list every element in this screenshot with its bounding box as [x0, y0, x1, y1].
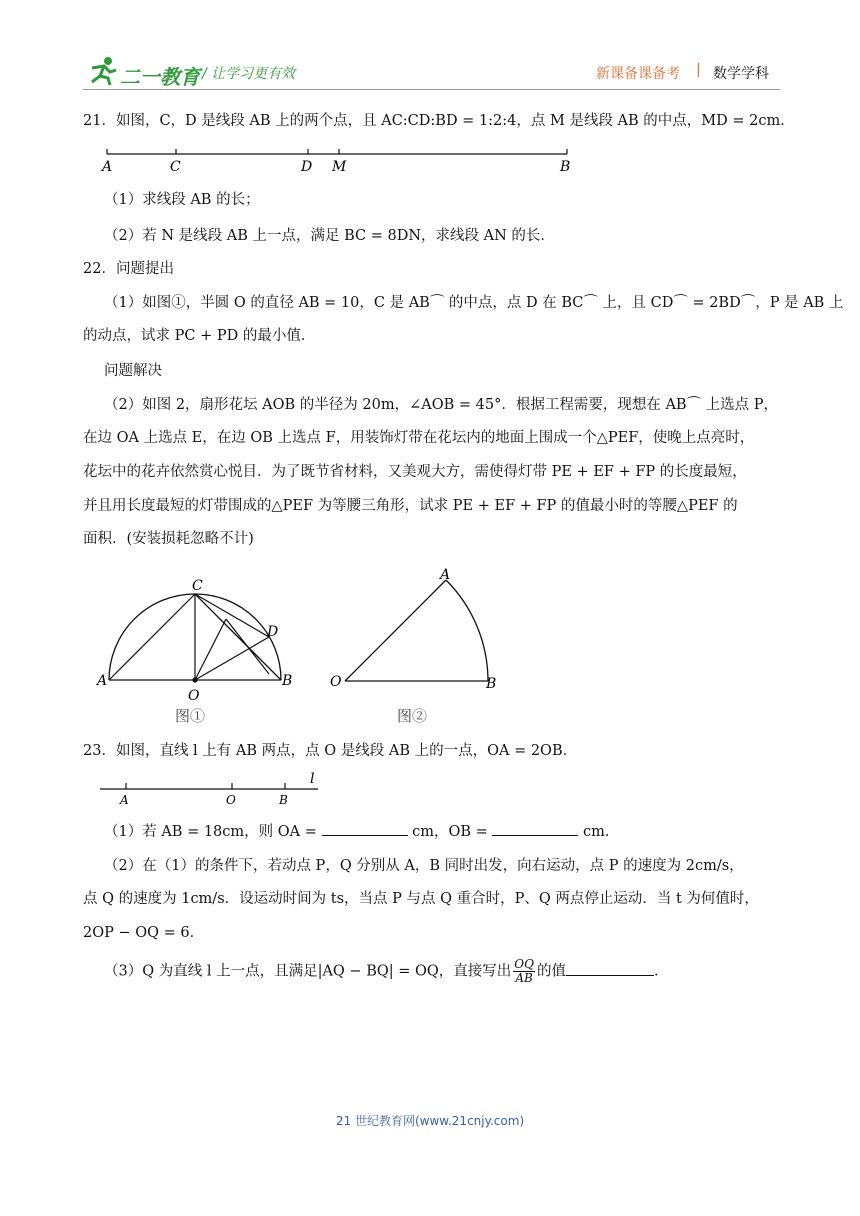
header — [0, 0, 860, 92]
q22-section: 问题解决 — [104, 363, 162, 379]
fig2-label-a: A — [440, 567, 451, 583]
q21-label-m: M — [332, 159, 347, 175]
fig1-label-o: O — [188, 688, 200, 704]
fig1-caption: 图① — [175, 707, 206, 725]
fig2-caption: 图② — [397, 707, 428, 725]
q22-part2-line2: 在边 OA 上选点 E，在边 OB 上选点 F，用装饰灯带在花坛内的地面上围成一个△PEF，使晚上点亮时， — [83, 430, 755, 446]
slogan: / 让学习更有效 — [202, 66, 296, 82]
q22-part1-line1: （1）如图①，半圆 O 的直径 AB = 10，C 是 AB⌒ 的中点，点 D 在 BC⌒ 上，且 CD⌒ = 2BD⌒，P 是 AB 上 — [104, 295, 844, 311]
q21-part1: （1）求线段 AB 的长； — [104, 192, 260, 208]
q23-part2-line1: （2）在（1）的条件下，若动点 P，Q 分别从 A，B 同时出发，向右运动，点 P 的速度为 2cm/s， — [104, 858, 744, 874]
q23-p1-text-c: cm． — [583, 824, 620, 840]
fig2-label-o: O — [330, 674, 342, 690]
header-course: 新课备课备考 — [596, 66, 680, 82]
fig1-label-c: C — [192, 578, 203, 594]
q21-label-c: C — [170, 159, 181, 175]
q23-fraction — [513, 958, 535, 985]
fig2-label-b: B — [486, 676, 497, 692]
header-divider: | — [696, 62, 701, 78]
q23-p1-text-a: （1）若 AB = 18cm，则 OA = — [104, 824, 317, 840]
q23-line-figure — [98, 771, 328, 807]
q23-answer-blank-ob[interactable] — [492, 821, 578, 836]
q22-figure-2 — [325, 562, 510, 726]
q21-label-b: B — [560, 159, 571, 175]
q23-p3-text-a: （3）Q 为直线 l 上一点，且满足|AQ − BQ| = OQ，直接写出 — [104, 963, 512, 980]
q22-part2-line4: 并且用长度最短的灯带围成的△PEF 为等腰三角形，试求 PE + EF + FP 的值最小时的等腰△PEF 的 — [83, 498, 738, 514]
q23-answer-blank-ratio[interactable] — [566, 961, 654, 976]
q23-label-l: l — [310, 771, 315, 787]
runner-logo-icon — [86, 56, 120, 86]
q23-part1 — [104, 821, 619, 842]
q21-label-d: D — [301, 159, 313, 175]
q23-label-o: O — [226, 793, 236, 807]
q22-part2-line3: 花坛中的花卉依然赏心悦目．为了既节省材料，又美观大方，需使得灯带 PE + EF + FP 的长度最短， — [83, 464, 747, 480]
fig1-label-b: B — [282, 673, 293, 689]
header-rule — [83, 89, 780, 90]
q23-fraction-num: OQ — [514, 957, 534, 971]
q23-label-a: A — [120, 793, 129, 807]
q22-figure-1 — [95, 578, 310, 726]
q22-title: 22．问题提出 — [83, 261, 174, 277]
q23-part3 — [104, 958, 668, 988]
q21-stem: 21．如图，C，D 是线段 AB 上的两个点，且 AC:CD:BD = 1:2:4，点 M 是线段 AB 的中点，MD = 2cm． — [83, 113, 795, 129]
q23-answer-blank-oa[interactable] — [322, 821, 408, 836]
q21-segment-figure — [98, 148, 578, 180]
q23-p1-text-b: cm，OB = — [412, 824, 488, 840]
q22-part2-line1: （2）如图 2，扇形花坛 AOB 的半径为 20m，∠AOB = 45°．根据工程需要，现想在 AB⌒ 上选点 P， — [104, 397, 779, 413]
q23-fraction-den: AB — [515, 971, 533, 985]
footer-text: 21 世纪教育网(www.21cnjy.com) — [335, 1114, 525, 1128]
q23-p3-text-b: 的值 — [536, 963, 566, 980]
fig1-label-a: A — [97, 673, 108, 689]
logo-text: 二一教育 — [120, 65, 200, 89]
q23-label-b: B — [279, 793, 288, 807]
fig1-label-d: D — [267, 624, 279, 640]
q23-p3-text-c: ． — [653, 963, 669, 980]
q22-part2-line5: 面积．(安装损耗忽略不计) — [83, 531, 254, 547]
q23-stem: 23．如图，直线 l 上有 AB 两点，点 O 是线段 AB 上的一点，OA = 2OB． — [83, 743, 578, 759]
q23-part2-line2: 点 Q 的速度为 1cm/s．设运动时间为 ts，当点 P 与点 Q 重合时，P、Q 两点停止运动．当 t 为何值时， — [83, 891, 759, 907]
header-subject: 数学学科 — [713, 66, 769, 82]
q21-part2: （2）若 N 是线段 AB 上一点，满足 BC = 8DN，求线段 AN 的长． — [104, 228, 555, 244]
q23-part2-line3: 2OP − OQ = 6． — [83, 925, 205, 941]
q22-part1-line2: 的动点，试求 PC + PD 的最小值． — [83, 328, 316, 344]
q21-label-a: A — [102, 159, 113, 175]
